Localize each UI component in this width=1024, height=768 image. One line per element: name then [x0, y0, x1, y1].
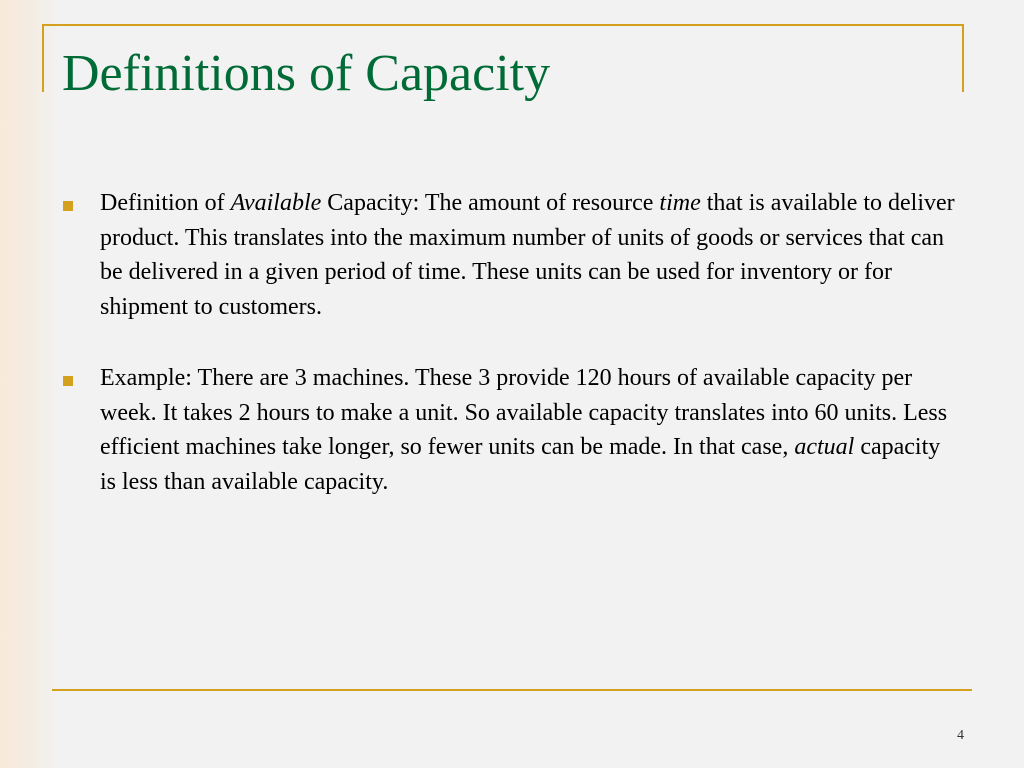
bullet-available-capacity-definition — [62, 186, 962, 324]
text-run: Definition of — [100, 190, 231, 216]
title-frame-top-rule — [42, 24, 964, 26]
square-bullet-icon — [63, 201, 73, 211]
italic-text-run: time — [659, 190, 701, 216]
title-frame-left-rule — [42, 24, 44, 92]
left-edge-gradient — [0, 0, 60, 768]
square-bullet-icon — [63, 376, 73, 386]
italic-text-run: actual — [794, 434, 855, 460]
bullet-list — [62, 186, 962, 499]
slide-title: Definitions of Capacity — [62, 45, 551, 102]
page-number: 4 — [957, 728, 964, 743]
bullet-capacity-example — [62, 361, 962, 499]
title-frame-right-rule — [962, 24, 964, 92]
text-run: Example: There are 3 machines. These 3 provide 120 hours of available capacity per week. It takes 2 hours to make a unit. So available capacity translates into 60 units. Less efficient machines take longer, so fewer units can be made. In that case, — [100, 365, 948, 460]
italic-text-run: Available — [230, 190, 322, 216]
bullet-text — [100, 365, 947, 495]
bullet-text — [100, 190, 955, 320]
text-run: Capacity: The amount of resource — [321, 190, 660, 216]
text-run: capacity is less than available capacity. — [100, 434, 941, 495]
footer-rule — [52, 689, 972, 691]
text-run: that is available to deliver product. This translates into the maximum number of units of goods or services that can be delivered in a given period of time. These units can be used for inventory or for shipment to customers. — [100, 190, 955, 320]
